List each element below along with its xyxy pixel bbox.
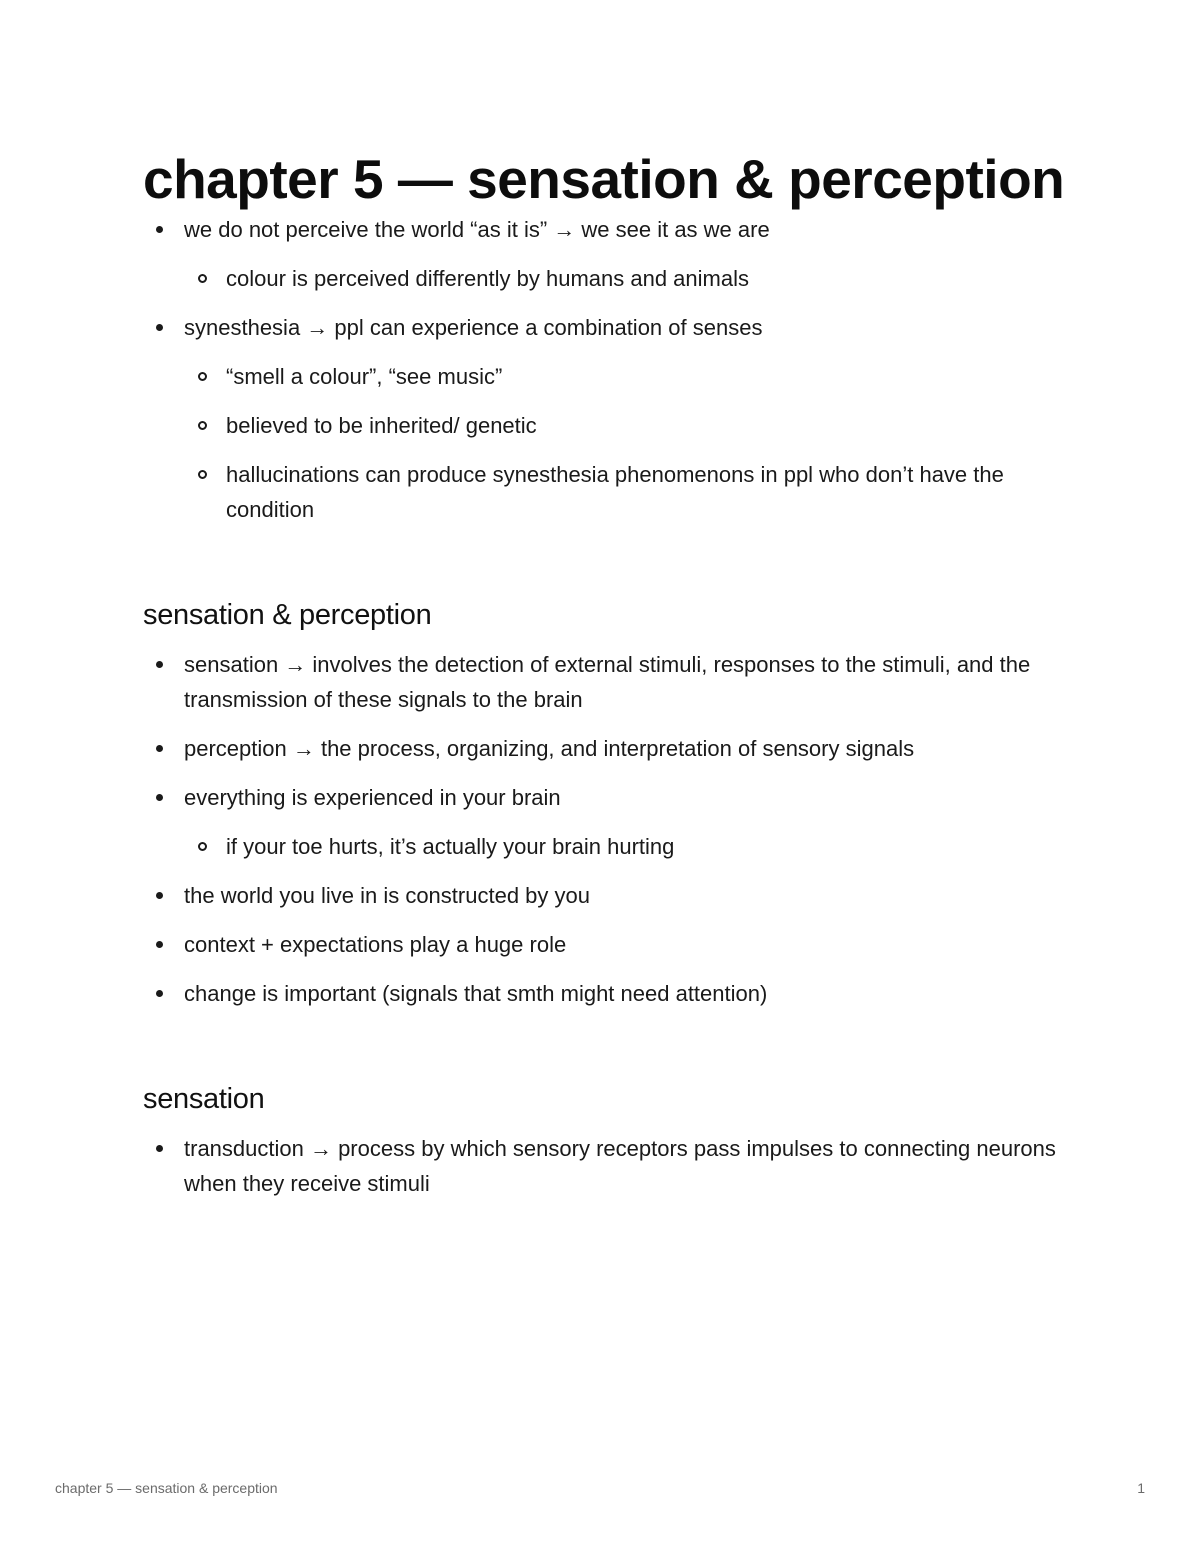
footer-title: chapter 5 — sensation & perception <box>55 1480 278 1496</box>
list-item: perception → the process, organizing, and interpretation of sensory signals <box>143 731 1073 766</box>
sub-bullet-list <box>184 261 1073 296</box>
sub-list-item: colour is perceived differently by humans and animals <box>184 261 1073 296</box>
list-item-text: everything is experienced in your brain <box>184 785 561 810</box>
sub-bullet-list <box>184 359 1073 527</box>
sub-list-item: if your toe hurts, it’s actually your brain hurting <box>184 829 1073 864</box>
list-item-text: synesthesia → ppl can experience a combination of senses <box>184 315 763 340</box>
list-item <box>143 310 1073 527</box>
sub-list-item: believed to be inherited/ genetic <box>184 408 1073 443</box>
list-item: sensation → involves the detection of external stimuli, responses to the stimuli, and the transmission of these signals to the brain <box>143 647 1073 717</box>
page-content <box>143 146 1073 1215</box>
list-item: transduction → process by which sensory receptors pass impulses to connecting neurons when they receive stimuli <box>143 1131 1073 1201</box>
sub-list-item: hallucinations can produce synesthesia phenomenons in ppl who don’t have the condition <box>184 457 1073 527</box>
section-heading-sensation: sensation <box>143 1083 265 1115</box>
page-title: chapter 5 — sensation & perception <box>143 148 1065 210</box>
list-item-text: we do not perceive the world “as it is” → we see it as we are <box>184 217 770 242</box>
footer-page-number: 1 <box>1137 1480 1145 1496</box>
section-heading-sensation-perception: sensation & perception <box>143 599 432 631</box>
list-item <box>143 212 1073 296</box>
sensation-perception-bullet-list <box>143 647 1073 1011</box>
list-item: context + expectations play a huge role <box>143 927 1073 962</box>
list-item: the world you live in is constructed by you <box>143 878 1073 913</box>
list-item: change is important (signals that smth might need attention) <box>143 976 1073 1011</box>
sub-bullet-list <box>184 829 1073 864</box>
sub-list-item: “smell a colour”, “see music” <box>184 359 1073 394</box>
intro-bullet-list <box>143 212 1073 527</box>
sensation-bullet-list <box>143 1131 1073 1201</box>
list-item <box>143 780 1073 864</box>
